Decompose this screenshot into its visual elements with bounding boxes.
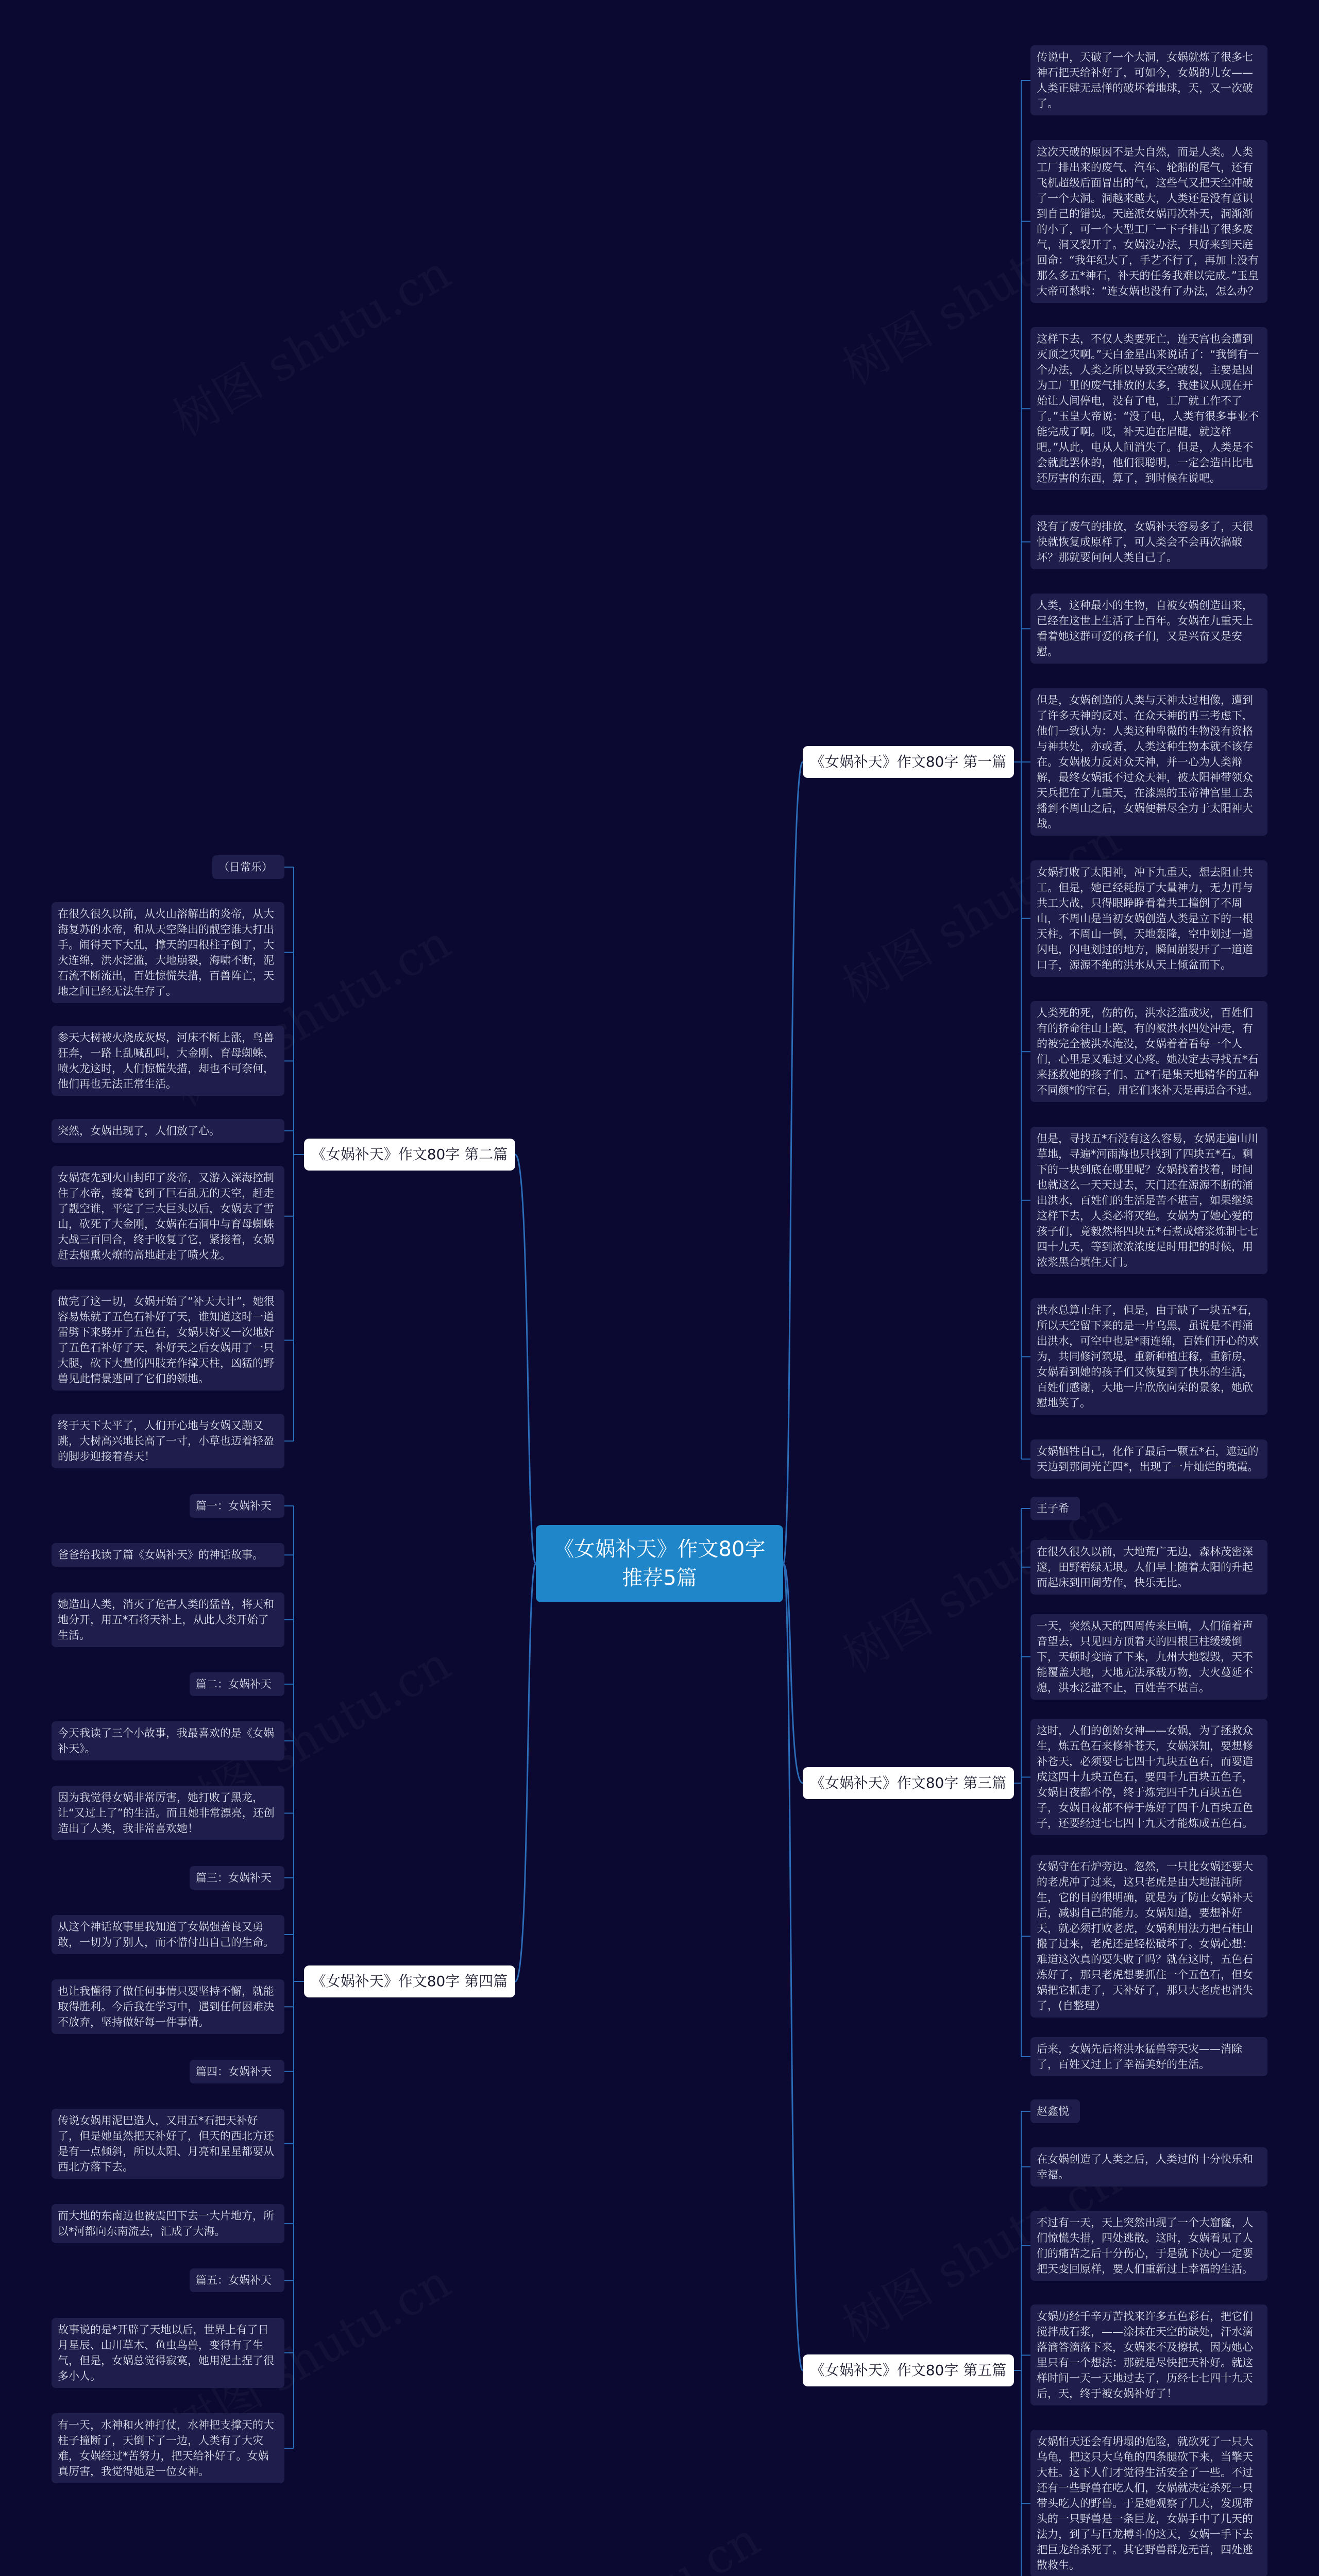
leaf-4-10[interactable]: 篇四：女娲补天 [190, 2060, 284, 2083]
branch-topic-3[interactable]: 《女娲补天》作文80字 第三篇 [803, 1767, 1014, 1799]
connector-line [515, 1155, 536, 1564]
leaf-5-4[interactable]: 女娲历经千辛万苦找来许多五色彩石，把它们搅拌成石浆，——涂抹在天空的缺处，汗水滴落滴答滴落下来，女娲来不及擦拭，因为她心里只有一个想法：那就是尽快把天补好。就这样时间一天一天地过去了，历经七七四十九天后，天，终于被女娲补好了！ [1030, 2304, 1267, 2405]
leaf-3-6[interactable]: 后来，女娲先后将洪水猛兽等天灾——消除了，百姓又过上了幸福美好的生活。 [1030, 2037, 1267, 2076]
leaf-1-2[interactable]: 这次天破的原因不是大自然，而是人类。人类工厂排出来的废气、汽车、轮船的尾气，还有飞机超级后面冒出的气，这些气又把天空冲破了一个大洞。洞越来越大，人类还是没有意识到自己的错误。天庭派女娲再次补天，洞渐渐的小了，可一个大型工厂一下子排出了很多废气，洞又裂开了。女娲没办法，只好来到天庭回命：“我年纪大了，手艺不行了，再加上没有那么多五*神石，补天的任务我难以完成。”玉皇大帝可愁啦：“连女娲也没有了办法，怎么办？ [1030, 140, 1267, 303]
leaf-1-6[interactable]: 但是，女娲创造的人类与天神太过相像，遭到了许多天神的反对。在众天神的再三考虑下，他们一致认为：人类这种卑微的生物没有资格与神共处，亦或者，人类这种生物本就不该存在。女娲极力反对众天神，并一心为人类辩解，最终女娲抵不过众天神，被太阳神带领众天兵把在了九重天，在漆黑的玉帝神宫里工去播到不周山之后，女娲便耕尽全力于太阳神大战。 [1030, 688, 1267, 836]
leaf-5-2[interactable]: 在女娲创造了人类之后，人类过的十分快乐和幸福。 [1030, 2147, 1267, 2187]
leaf-4-6[interactable]: 因为我觉得女娲非常厉害，她打败了黑龙，让“又过上了”的生活。而且她非常漂亮，还创造出了人类，我非常喜欢她！ [52, 1786, 284, 1840]
leaf-4-15[interactable]: 有一天，水神和火神打仗，水神把支撑天的大柱子撞断了，天倒下了一边，人类有了大灾难，女娲经过*苦努力，把天给补好了。女娲真厉害，我觉得她是一位女神。 [52, 2413, 284, 2483]
leaf-1-5[interactable]: 人类，这种最小的生物，自被女娲创造出来，已经在这世上生活了上百年。女娲在九重天上看着她这群可爱的孩子们，又是兴奋又是安慰。 [1030, 594, 1267, 664]
connector-line [783, 762, 803, 1564]
leaf-5-3[interactable]: 不过有一天，天上突然出现了一个大窟窿，人们惊慌失措，四处逃散。这时，女娲看见了人们的痛苦之后十分伤心，于是就下决心一定要把天变回原样，要人们重新过上幸福的生活。 [1030, 2211, 1267, 2281]
leaf-1-9[interactable]: 但是，寻找五*石没有这么容易，女娲走遍山川草地，寻遍*河雨海也只找到了四块五*石。剩下的一块到底在哪里呢？女娲找着找着，时间也就这么一天天过去，天门还在源源不断的涌出洪水，百姓们的生活是苦不堪言，如果继续这样下去，人类必将灭绝。女娲为了她心爱的孩子们，竟毅然将四块五*石煮成熔浆炼制七七四十九天，等到浓浓浓度足时用把的时候，用浓浆黑合填住天门。 [1030, 1127, 1267, 1274]
leaf-2-1[interactable]: （日常乐） [212, 855, 284, 879]
leaf-4-9[interactable]: 也让我懂得了做任何事情只要坚持不懈，就能取得胜利。今后我在学习中，遇到任何困难决不放弃，坚持做好每一件事情。 [52, 1979, 284, 2034]
leaf-1-3[interactable]: 这样下去，不仅人类要死亡，连天宫也会遭到灭顶之灾啊。”天白金星出来说话了：“我倒有一个办法，人类之所以导致天空破裂，主要是因为工厂里的废气排放的太多，我建议从现在开始让人间停电，没有了电，工厂就工作不了了。”玉皇大帝说：“没了电，人类有很多事业不能完成了啊。哎，补天迫在眉睫，就这样吧。”从此，电从人间消失了。但是，人类是不会就此罢休的，他们很聪明，一定会造出比电还厉害的东西，算了，到时候在说吧。 [1030, 327, 1267, 490]
leaf-2-7[interactable]: 终于天下太平了，人们开心地与女娲又蹦又跳，大树高兴地长高了一寸，小草也迈着轻盈的脚步迎接着春天！ [52, 1414, 284, 1468]
leaf-4-13[interactable]: 篇五：女娲补天 [190, 2268, 284, 2292]
leaf-3-1[interactable]: 王子希 [1030, 1497, 1080, 1520]
leaf-1-8[interactable]: 人类死的死，伤的伤，洪水泛滥成灾，百姓们有的挤命往山上跑，有的被洪水四处冲走，有的被完全被洪水淹没，女娲着着看每一个人们，心里是又难过又心疼。她决定去寻找五*石来拯救她的孩子们。五*石是集天地精华的五种不同颜*的宝石，用它们来补天是再适合不过。 [1030, 1001, 1267, 1102]
leaf-2-4[interactable]: 突然，女娲出现了，人们放了心。 [52, 1119, 284, 1143]
leaf-4-12[interactable]: 而大地的东南边也被震凹下去一大片地方，所以*河都向东南流去，汇成了大海。 [52, 2204, 284, 2243]
leaf-2-2[interactable]: 在很久很久以前，从火山溶解出的炎帝，从大海复苏的水帝，和从天空降出的靓空谁大打出手。闹得天下大乱，撑天的四根柱子倒了，大火连绵，洪水泛滥，大地崩裂，海啸不断，泥石流不断流出，百姓惊慌失措，百兽阵亡，天地之间已经无法生存了。 [52, 902, 284, 1003]
leaf-2-6[interactable]: 做完了这一切，女娲开始了“补天大计”，她很容易炼就了五色石补好了天，谁知道这时一道雷劈下来劈开了五色石，女娲只好又一次地好了五色石补好了天，补好天之后女娲用了一只大腿，砍下大量的四肢充作撑天柱，凶猛的野兽见此情景逃回了它们的领地。 [52, 1290, 284, 1391]
leaf-3-2[interactable]: 在很久很久以前，大地荒广无边，森林茂密深邃，田野碧绿无垠。人们早上随着太阳的升起而起床到田间劳作，快乐无比。 [1030, 1540, 1267, 1595]
connector-line [515, 1564, 536, 1981]
leaf-4-14[interactable]: 故事说的是*开辟了天地以后，世界上有了日月星辰、山川草木、鱼虫鸟兽，变得有了生气，但是，女娲总觉得寂寞，她用泥土捏了很多小人。 [52, 2318, 284, 2388]
leaf-4-1[interactable]: 篇一：女娲补天 [190, 1494, 284, 1518]
leaf-1-10[interactable]: 洪水总算止住了，但是，由于缺了一块五*石，所以天空留下来的是一片乌黑，虽说是不再涌出洪水，可空中也是*雨连绵，百姓们开心的欢为，共同修河筑堤，重新种植庄稼，重新房，女娲看到她的孩子们又恢复到了快乐的生活，百姓们感谢，大地一片欣欣向荣的景象，她欣慰地笑了。 [1030, 1298, 1267, 1415]
leaf-5-1[interactable]: 赵鑫悦 [1030, 2099, 1080, 2123]
leaf-4-8[interactable]: 从这个神话故事里我知道了女娲强善良又勇敢，一切为了别人，而不惜付出自己的生命。 [52, 1915, 284, 1954]
branch-topic-5[interactable]: 《女娲补天》作文80字 第五篇 [803, 2354, 1014, 2386]
leaf-4-7[interactable]: 篇三：女娲补天 [190, 1866, 284, 1890]
leaf-3-3[interactable]: 一天，突然从天的四周传来巨响，人们循着声音望去，只见四方顶着天的四根巨柱缓缓倒下，天顿时变暗了下来，九州大地裂毁，天不能覆盖大地，大地无法承载万物，大火蔓延不熄，洪水泛滥不止，百姓苦不堪言。 [1030, 1614, 1267, 1700]
leaf-3-4[interactable]: 这时，人们的创始女神——女娲，为了拯救众生，炼五色石来修补苍天，女娲深知，要想修补苍天，必须要七七四十九块五色石，而要造成这四十九块五色石，要四千九百块五色子，女娲日夜都不停，终于炼完四千九百块五色子，女娲日夜都不停于炼好了四千九百块五色子，还要经过七七四十九天才能炼成五色石。 [1030, 1719, 1267, 1835]
leaf-2-5[interactable]: 女娲赛先到火山封印了炎帝，又游入深海控制住了水帝，接着飞到了巨石乱无的天空，赶走了靓空谁，平定了三大巨头以后，女娲去了雪山，砍死了大金刚，女娲在石洞中与育母蜘蛛大战三百回合，终于收复了它，紧接着，女娲赶去烟熏火燎的高地赶走了喷火龙。 [52, 1166, 284, 1267]
branch-topic-2[interactable]: 《女娲补天》作文80字 第二篇 [304, 1139, 515, 1171]
leaf-1-4[interactable]: 没有了废气的排放，女娲补天容易多了，天很快就恢复成原样了，可人类会不会再次搞破坏？那就要问问人类自己了。 [1030, 515, 1267, 569]
branch-topic-4[interactable]: 《女娲补天》作文80字 第四篇 [304, 1965, 515, 1997]
leaf-5-5[interactable]: 女娲怕天还会有坍塌的危险，就砍死了一只大乌龟，把这只大乌龟的四条腿砍下来，当擎天大柱。这下人们才觉得生活安全了一些。不过还有一些野兽在吃人们，女娲就决定杀死一只带头吃人的野兽。于是她观察了几天，发现带头的一只野兽是一条巨龙，女娲手中了几天的法力，到了与巨龙搏斗的这天，女娲一手下去把巨龙给杀死了。其它野兽群龙无首，四处逃散救生。 [1030, 2430, 1267, 2576]
central-topic[interactable]: 《女娲补天》作文80字推荐5篇 [536, 1525, 783, 1602]
leaf-4-5[interactable]: 今天我读了三个小故事，我最喜欢的是《女娲补天》。 [52, 1721, 284, 1760]
connector-line [783, 1564, 803, 2370]
leaf-1-1[interactable]: 传说中，天破了一个大洞，女娲就炼了很多七神石把天给补好了，可如今，女娲的儿女——人类正肆无忌惮的破坏着地球，天，又一次破了。 [1030, 45, 1267, 115]
leaf-4-4[interactable]: 篇二：女娲补天 [190, 1672, 284, 1696]
leaf-4-3[interactable]: 她造出人类，消灭了危害人类的猛兽，将天和地分开，用五*石将天补上，从此人类开始了生活。 [52, 1592, 284, 1647]
leaf-3-5[interactable]: 女娲守在石炉旁边。忽然，一只比女娲还要大的老虎冲了过来，这只老虎是由大地混沌所生，它的目的很明确，就是为了防止女娲补天后，减弱自己的能力。女娲知道，要想补好天，就必须打败老虎，女娲利用法力把石柱山搬了过来，老虎还是轻松破坏了。女娲心想：难道这次真的要失败了吗？就在这时，五色石炼好了，那只老虎想要抓住一个五色石，但女娲把它抓走了，天补好了，那只大老虎也消失了，(自整理） [1030, 1855, 1267, 2018]
leaf-1-7[interactable]: 女娲打败了太阳神，冲下九重天，想去阻止共工。但是，她已经耗损了大量神力，无力再与共工大战，只得眼睁睁看着共工撞倒了不周山，不周山是当初女娲创造人类是立下的一根天柱。不周山一倒，天地轰隆，空中划过一道闪电，闪电划过的地方，瞬间崩裂开了一道道口子，源源不绝的洪水从天上倾盆而下。 [1030, 860, 1267, 977]
leaf-2-3[interactable]: 参天大树被火烧成灰烬，河床不断上涨，鸟兽狂奔，一路上乱喊乱叫，大金刚、育母蜘蛛、喷火龙这时，人们惊慌失措，却也不可奈何，他们再也无法正常生活。 [52, 1026, 284, 1096]
branch-topic-1[interactable]: 《女娲补天》作文80字 第一篇 [803, 746, 1014, 778]
leaf-1-11[interactable]: 女娲牺牲自己，化作了最后一颗五*石，遮远的天边到那间光芒四*，出现了一片灿烂的晚霞。 [1030, 1439, 1267, 1479]
leaf-4-2[interactable]: 爸爸给我读了篇《女娲补天》的神话故事。 [52, 1543, 284, 1567]
leaf-4-11[interactable]: 传说女娲用泥巴造人，又用五*石把天补好了，但是她虽然把天补好了，但天的西北方还是有一点倾斜，所以太阳、月亮和星星都要从西北方落下去。 [52, 2109, 284, 2179]
